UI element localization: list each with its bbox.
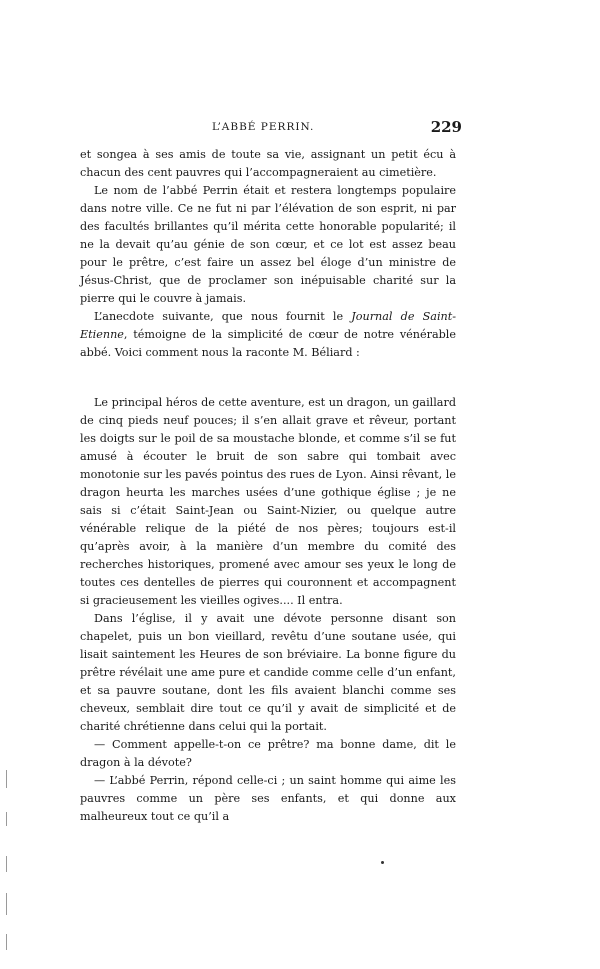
paragraph-anecdote-intro <box>80 308 456 362</box>
running-title: L’ABBÉ PERRIN. <box>212 121 315 133</box>
margin-tick <box>6 893 7 915</box>
paragraph-dragon-story: Le principal héros de cette aventure, est un dragon, un gaillard de cinq pieds neuf pouces; il s’en allait grave et rêveur, portant les doigts sur le poil de sa moustache blonde, et comme s’il se fut amusé à écouter le bruit de son sabre qui tombait avec monotonie sur les pavés pointus des rues de Lyon. Ainsi rêvant, le dragon heurta les marches usées d’une gothique église ; je ne sais si c’était Saint-Jean ou Saint-Nizier, ou quelque autre vénérable relique de la piété de nos pères; toujours est-il qu’après avoir, à la manière d’un membre du comité des recherches historiques, promené avec amour ses yeux le long de toutes ces dentelles de pierres qui couronnent et accompagnent si gracieusement les vieilles ogives.... Il entra. <box>80 396 456 607</box>
page-header <box>80 118 462 141</box>
page-number: 229 <box>430 118 462 136</box>
dialogue-answer: — L’abbé Perrin, répond celle-ci ; un saint homme qui aime les pauvres comme un père ses enfants, et qui donne aux malheureux tout ce qu’il a <box>80 774 456 823</box>
anecdote-intro-before: L’anecdote suivante, que nous fournit le <box>94 310 352 323</box>
margin-tick <box>6 770 7 788</box>
dialogue-question: — Comment appelle-t-on ce prêtre? ma bonne dame, dit le dragon à la dévote? <box>80 738 456 769</box>
paragraph-continuation: et songea à ses amis de toute sa vie, assignant un petit écu à chacun des cent pauvres qui l’accompagneraient au cimetière. <box>80 148 456 179</box>
margin-tick <box>6 934 7 950</box>
paragraph-church-scene: Dans l’église, il y avait une dévote personne disant son chapelet, puis un bon vieillard, revêtu d’une soutane usée, qui lisait saintement les Heures de son bréviaire. La bonne figure du prêtre révélait une ame pure et candide comme celle d’un enfant, et sa pauvre soutane, dont les fils avaient blanchi comme ses cheveux, semblait dire tout ce qu’il y avait de simplicité et de charité chrétienne dans celui qui la portait. <box>80 612 456 733</box>
journal-title: Journal de Saint-Etienne <box>80 310 457 341</box>
margin-tick <box>6 812 7 826</box>
paragraph-abbe-perrin-name: Le nom de l’abbé Perrin était et restera longtemps populaire dans notre ville. Ce ne fut ni par l’élévation de son esprit, ni par des facultés brillantes qu’il mérita cette honorable popularité; il ne la devait qu’au génie de son cœur, et ce lot est assez beau pour le prêtre, c’est faire un assez bel éloge d’un ministre de Jésus-Christ, que de proclamer son inépuisable charité sur la pierre qui le couvre à jamais. <box>80 184 456 305</box>
ink-speck <box>381 861 384 864</box>
body-text <box>80 146 456 826</box>
anecdote-intro-after: , témoigne de la simplicité de cœur de notre vénérable abbé. Voici comment nous la raconte M. Béliard : <box>80 328 456 359</box>
margin-tick <box>6 856 7 872</box>
